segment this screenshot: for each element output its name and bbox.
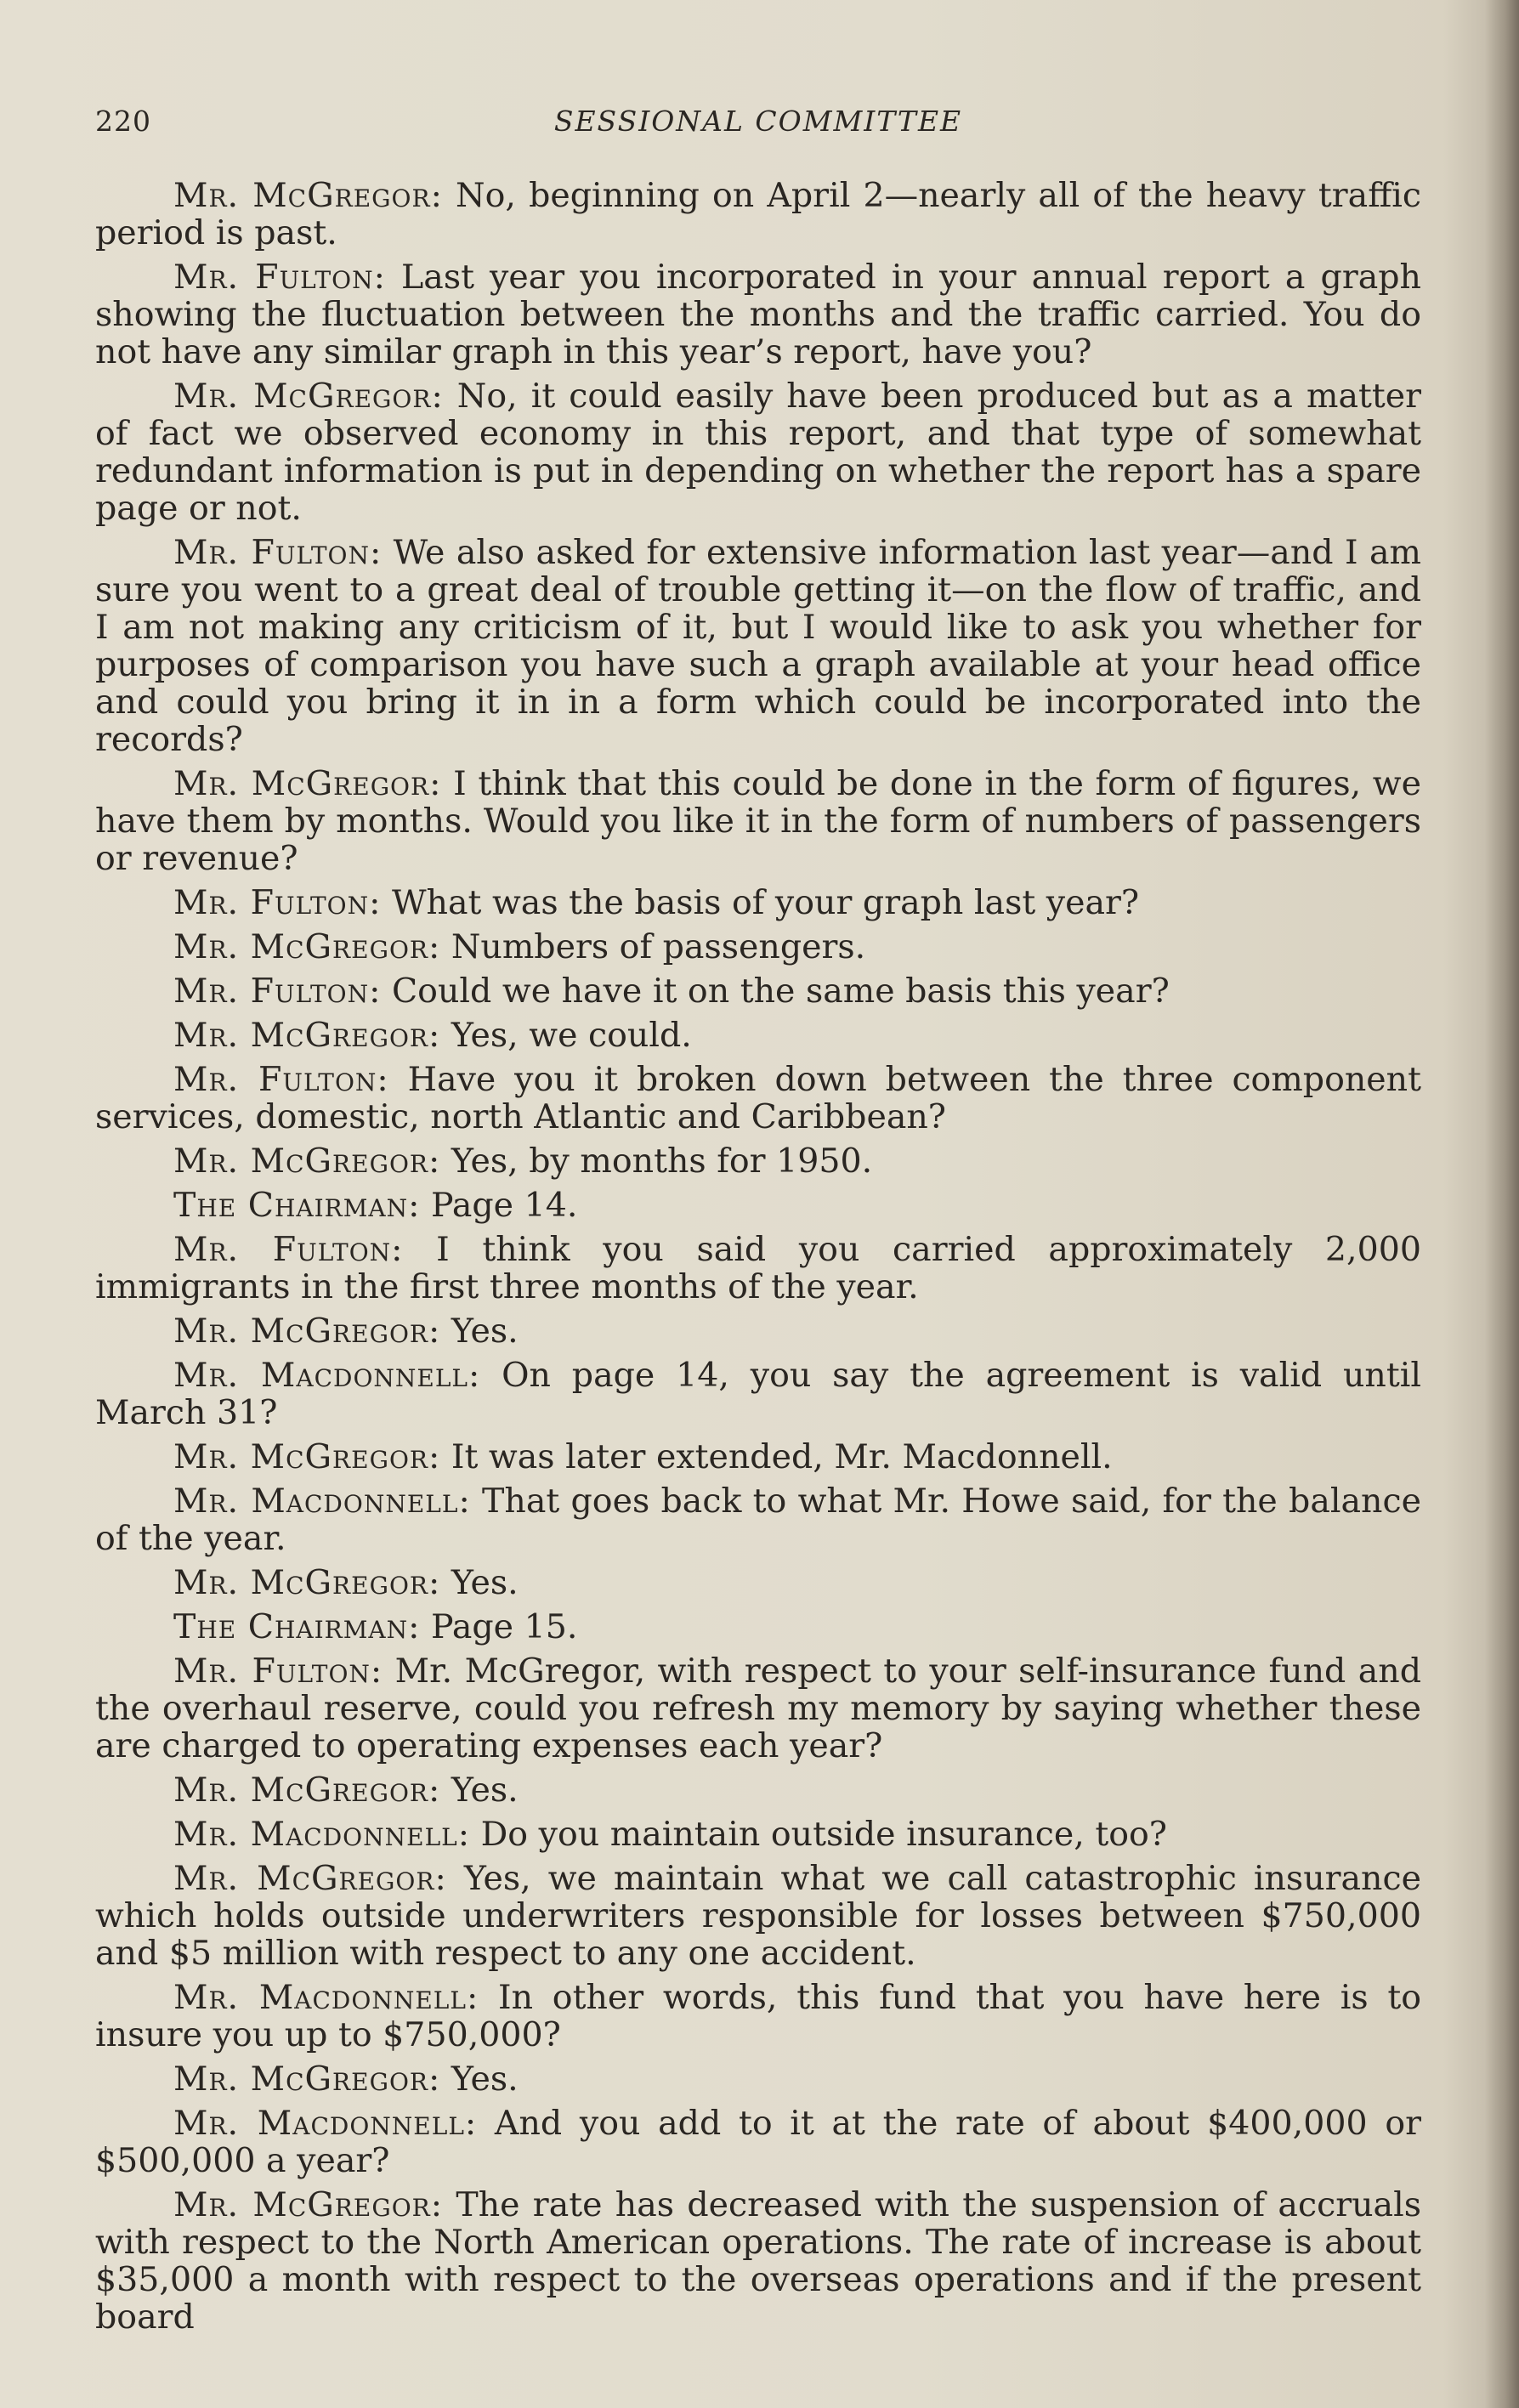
speaker-name: Mr. McGregor: (173, 764, 442, 803)
speech-text: Yes. (440, 1312, 519, 1351)
speech-text: On page 14, you say the agreement is valid until March 31? (95, 1356, 1421, 1432)
paragraph (95, 1608, 1421, 1646)
speech-text: Yes. (440, 1771, 519, 1810)
transcript-body (95, 177, 1421, 2343)
paragraph (95, 1979, 1421, 2054)
paragraph (95, 1860, 1421, 1972)
speaker-name: Mr. McGregor: (173, 1016, 441, 1055)
paragraph (95, 765, 1421, 877)
speech-text: Have you it broken down between the three component services, domestic, north Atlantic and Caribbean? (95, 1060, 1421, 1136)
page-number: 220 (95, 105, 151, 138)
speaker-name: Mr. McGregor: (173, 1142, 441, 1181)
speech-text: In other words, this fund that you have here is to insure you up to $750,000? (95, 1978, 1421, 2054)
speech-text: Yes. (440, 1563, 519, 1602)
speaker-name: Mr. Macdonnell: (173, 1356, 481, 1395)
paragraph (95, 1564, 1421, 1601)
speech-text: Numbers of passengers. (440, 927, 866, 966)
paragraph (95, 1482, 1421, 1557)
speaker-name: Mr. Fulton: (173, 258, 386, 297)
speaker-name: Mr. Fulton: (173, 972, 382, 1011)
paragraph (95, 1142, 1421, 1180)
speech-text: Page 15. (420, 1607, 578, 1646)
speaker-name: Mr. Fulton: (173, 1060, 389, 1099)
paragraph (95, 1438, 1421, 1476)
speech-text: I think you said you carried approximately 2,000 immigrants in the first three months of the year. (95, 1230, 1421, 1306)
paragraph (95, 1771, 1421, 1809)
speaker-name: Mr. Fulton: (173, 883, 382, 922)
speaker-name: Mr. McGregor: (173, 1771, 441, 1810)
speaker-name: Mr. McGregor: (173, 1312, 441, 1351)
speaker-name: The Chairman: (173, 1186, 421, 1225)
page-header (95, 105, 1421, 147)
speech-text: No, it could easily have been produced but as a matter of fact we observed economy in this report, and that type of somewhat redundant information is put in depending on whether the report has a spare page or not. (95, 377, 1422, 528)
paragraph (95, 1357, 1421, 1431)
paragraph (95, 258, 1421, 371)
paragraph (95, 377, 1421, 527)
speech-text: Mr. McGregor, with respect to your self-insurance fund and the overhaul reserve, could you refresh my memory by saying whether these are charged to operating expenses each year? (95, 1652, 1421, 1765)
speaker-name: Mr. Fulton: (173, 533, 383, 572)
paragraph (95, 2060, 1421, 2098)
paragraph (95, 1816, 1421, 1853)
speaker-name: Mr. Fulton: (173, 1230, 404, 1269)
speech-text: Yes. (440, 2060, 519, 2099)
paragraph (95, 2186, 1421, 2336)
speaker-name: Mr. McGregor: (173, 1437, 441, 1476)
speech-text: Yes, we maintain what we call catastrophic insurance which holds outside underwriters responsible for losses between $750,000 and $5 million with respect to any one accident. (95, 1859, 1421, 1973)
paragraph (95, 1017, 1421, 1054)
paragraph (95, 2105, 1421, 2179)
speech-text: I think that this could be done in the form of figures, we have them by months. Would you like it in the form of numbers of passengers or revenue? (95, 764, 1421, 878)
speech-text: Last year you incorporated in your annual report a graph showing the fluctuation between the months and the traffic carried. You do not have any similar graph in this year’s report, have you? (95, 258, 1421, 371)
speaker-name: Mr. Macdonnell: (173, 2104, 478, 2143)
speaker-name: Mr. McGregor: (173, 1859, 447, 1898)
speech-text: The rate has decreased with the suspension of accruals with respect to the North American operations. The rate of increase is about $35,000 a month with respect to the overseas operations and if the present board (95, 2185, 1421, 2337)
speech-text: Yes, we could. (440, 1016, 692, 1055)
paragraph (95, 177, 1421, 252)
paragraph (95, 1231, 1421, 1306)
speaker-name: Mr. Macdonnell: (173, 1815, 471, 1854)
speaker-name: Mr. McGregor: (173, 1563, 441, 1602)
speaker-name: Mr. Fulton: (173, 1652, 383, 1691)
paragraph (95, 972, 1421, 1010)
speech-text: What was the basis of your graph last year? (381, 883, 1140, 922)
speech-text: That goes back to what Mr. Howe said, for the balance of the year. (95, 1482, 1421, 1558)
paragraph (95, 1652, 1421, 1765)
speaker-name: The Chairman: (173, 1607, 421, 1646)
paragraph (95, 928, 1421, 966)
running-head: SESSIONAL COMMITTEE (553, 105, 963, 138)
paragraph (95, 884, 1421, 921)
speech-text: Could we have it on the same basis this year? (381, 972, 1170, 1011)
speech-text: Do you maintain outside insurance, too? (470, 1815, 1167, 1854)
paragraph (95, 1061, 1421, 1136)
paragraph (95, 1187, 1421, 1224)
speech-text: And you add to it at the rate of about $400,000 or $500,000 a year? (95, 2104, 1421, 2180)
speech-text: Page 14. (420, 1186, 578, 1225)
speaker-name: Mr. McGregor: (173, 176, 443, 215)
speaker-name: Mr. McGregor: (173, 2185, 444, 2224)
paragraph (95, 534, 1421, 758)
speaker-name: Mr. McGregor: (173, 927, 441, 966)
paragraph (95, 1312, 1421, 1350)
page-edge-shadow (1485, 0, 1519, 2408)
speaker-name: Mr. McGregor: (173, 377, 444, 416)
speaker-name: Mr. Macdonnell: (173, 1482, 471, 1521)
speech-text: Yes, by months for 1950. (440, 1142, 873, 1181)
speaker-name: Mr. Macdonnell: (173, 1978, 479, 2017)
speech-text: It was later extended, Mr. Macdonnell. (440, 1437, 1113, 1476)
speaker-name: Mr. McGregor: (173, 2060, 441, 2099)
speech-text: No, beginning on April 2—nearly all of the heavy traffic period is past. (95, 176, 1422, 252)
speech-text: We also asked for extensive information last year—and I am sure you went to a great deal of trouble getting it—on the flow of traffic, and I am not making any criticism of it, but I would like to ask you whether for purposes of comparison you have such a graph available at your head office and could you bring it in in a form which could be incorporated into the records? (95, 533, 1421, 759)
